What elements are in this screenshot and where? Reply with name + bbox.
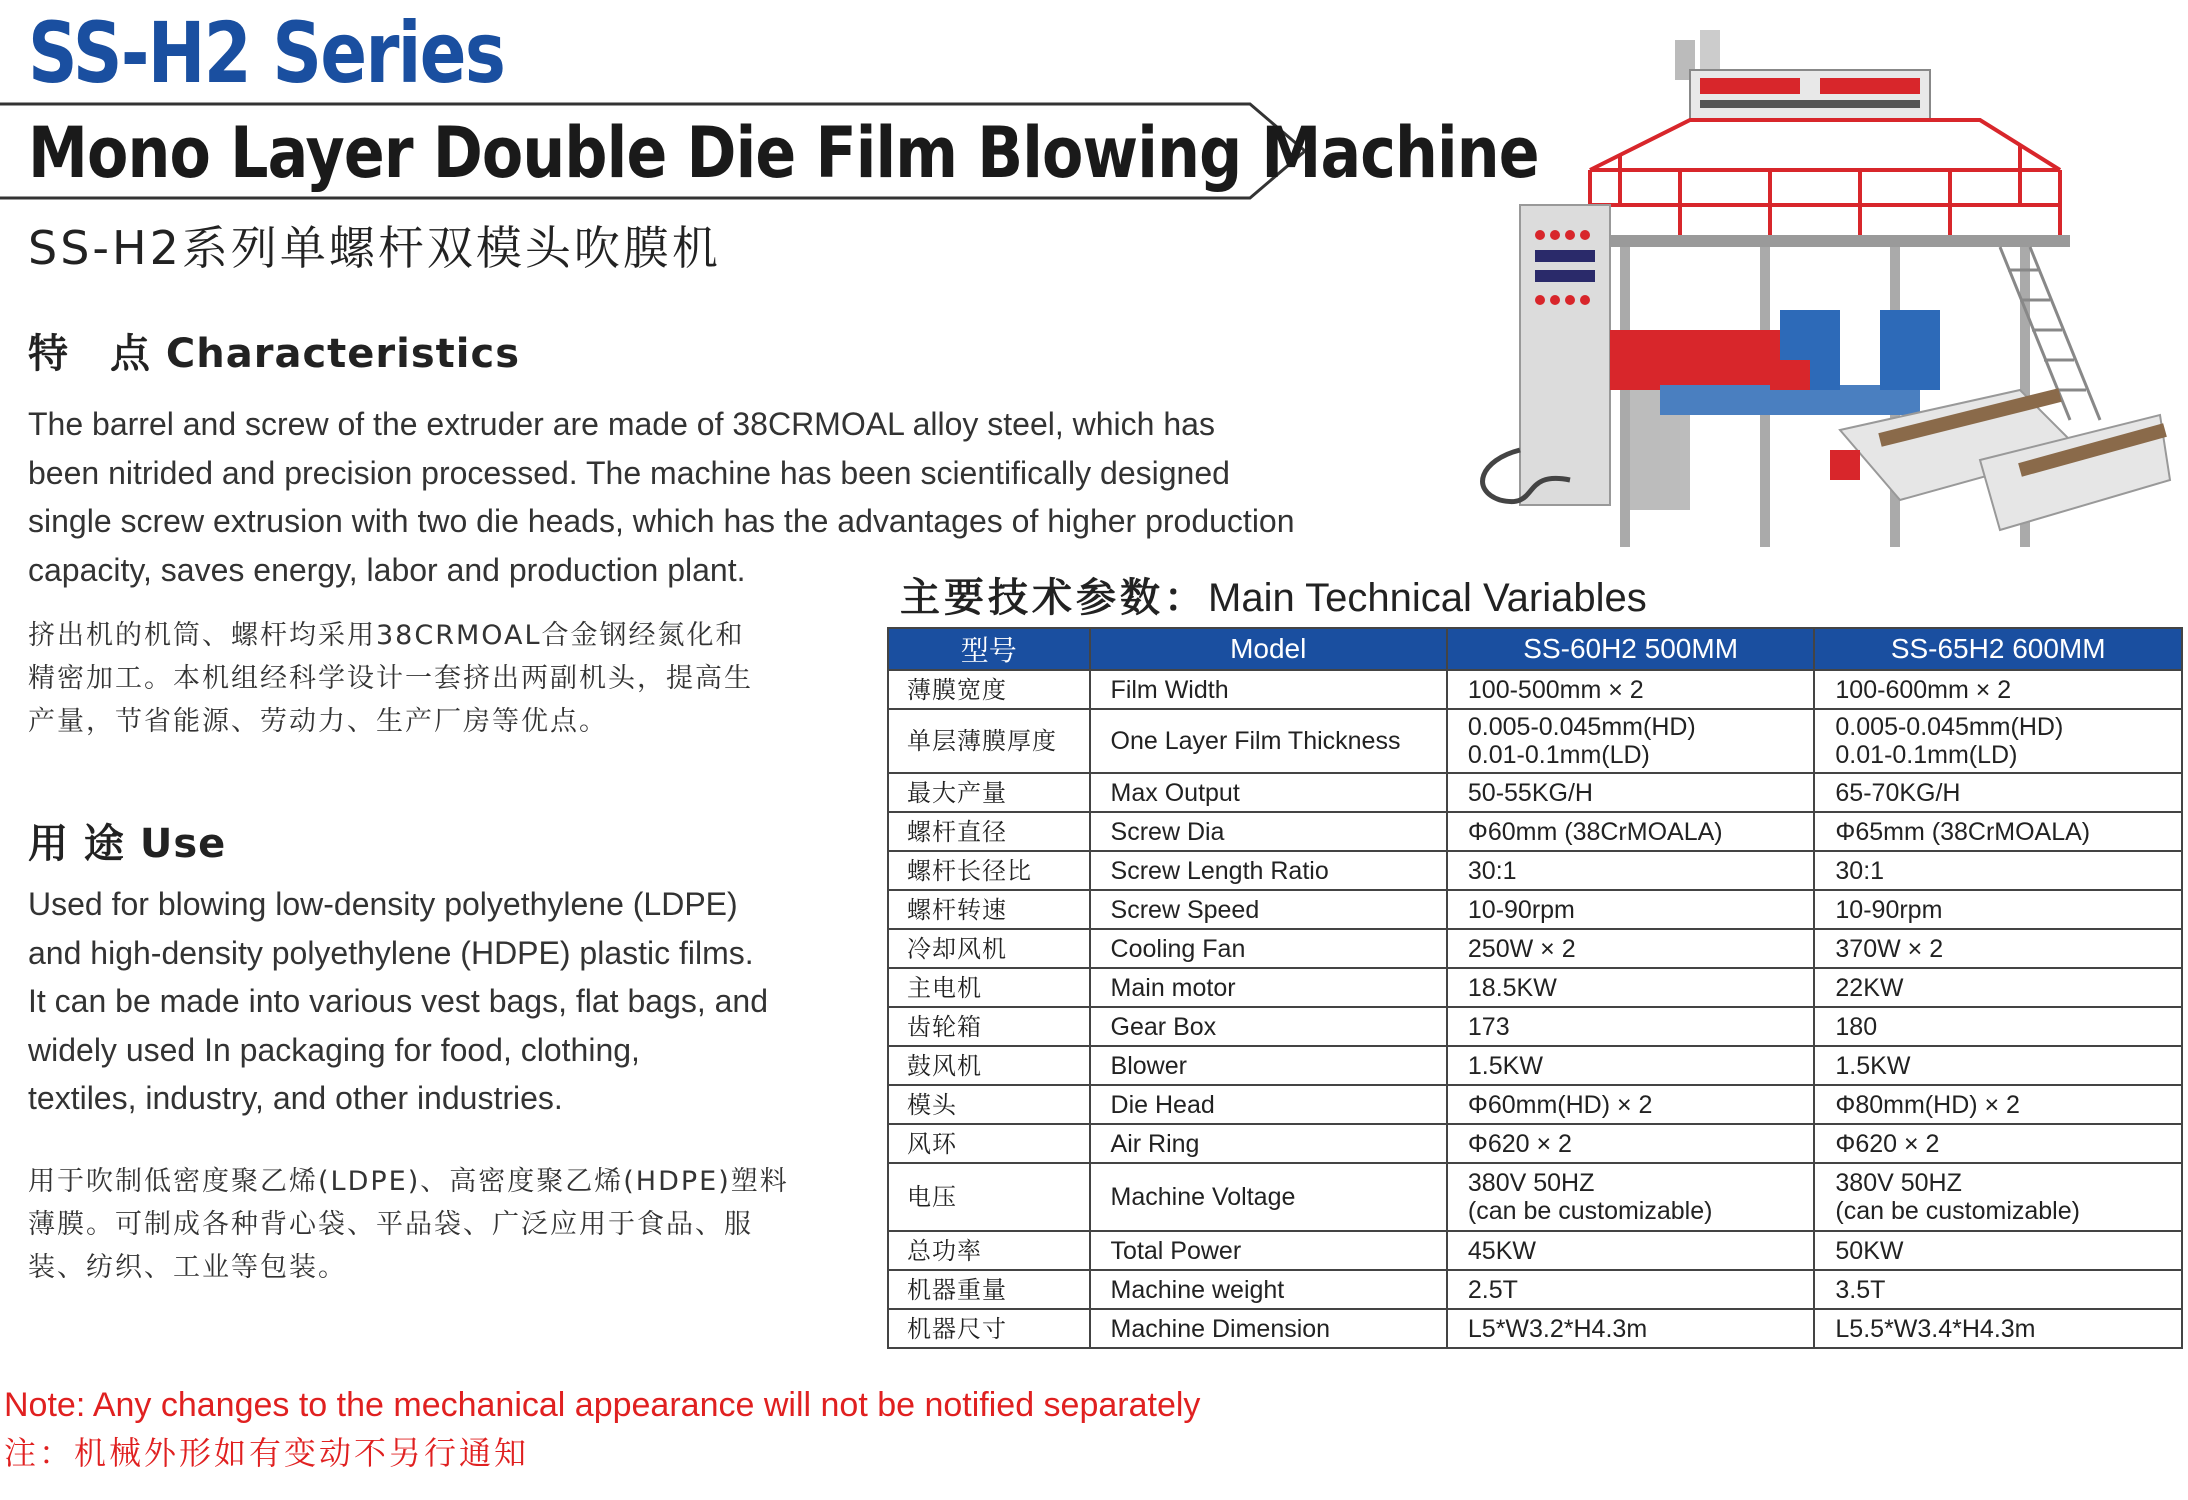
table-row: [888, 670, 2182, 709]
extruder-hopper: [1610, 330, 1790, 390]
haul-off-roller: [1700, 78, 1800, 94]
characteristics-text-en: [28, 400, 1295, 594]
param-name-en: One Layer Film Thickness: [1090, 709, 1447, 773]
value-ss65h2: [1814, 929, 2182, 968]
param-name-cn: 齿轮箱: [888, 1007, 1090, 1046]
table-row: [888, 929, 2182, 968]
param-name-cn: 机器重量: [888, 1270, 1090, 1309]
table-row: [888, 1046, 2182, 1085]
haul-off-roller: [1820, 78, 1920, 94]
value-line: 100-600mm × 2: [1835, 675, 2012, 704]
text-line: capacity, saves energy, labor and production plant.: [28, 551, 746, 588]
param-name-cn: 冷却风机: [888, 929, 1090, 968]
value-ss65h2: [1814, 773, 2182, 812]
characteristics-heading: 特 点 Characteristics: [28, 331, 521, 377]
platform-railing: [1590, 120, 2060, 240]
table-row: [888, 851, 2182, 890]
value-ss60h2: [1447, 1007, 1815, 1046]
value-line: Φ60mm (38CrMOALA): [1467, 817, 1723, 846]
param-name-en: Die Head: [1090, 1085, 1447, 1124]
param-name-cn: 鼓风机: [888, 1046, 1090, 1085]
value-line: Φ80mm(HD) × 2: [1835, 1090, 2020, 1119]
value-ss60h2: [1447, 851, 1815, 890]
text-line: It can be made into various vest bags, flat bags, and: [28, 983, 768, 1019]
use-heading: 用 途 Use: [28, 821, 227, 867]
table-row: [888, 773, 2182, 812]
nip-roller: [1700, 100, 1920, 108]
param-name-cn: 风环: [888, 1124, 1090, 1163]
value-line: 0.01-0.1mm(LD): [1467, 741, 1650, 769]
spec-table: [887, 627, 2183, 1349]
value-ss65h2: [1814, 1231, 2182, 1270]
text-line: single screw extrusion with two die heads, which has the advantages of higher production: [28, 503, 1295, 539]
value-ss65h2: [1814, 1046, 2182, 1085]
value-line: Φ65mm (38CrMOALA): [1835, 817, 2091, 846]
param-name-cn: 电压: [888, 1163, 1090, 1231]
value-line: 30:1: [1467, 856, 1517, 885]
param-name-cn: 最大产量: [888, 773, 1090, 812]
column-header: Model: [1090, 628, 1447, 670]
value-ss65h2: [1814, 1163, 2182, 1231]
value-line: 2.5T: [1467, 1275, 1518, 1304]
param-name-cn: 机器尺寸: [888, 1309, 1090, 1348]
params-heading-cn: 主要技术参数：: [900, 575, 1208, 621]
value-line: L5*W3.2*H4.3m: [1467, 1314, 1648, 1343]
die-head: [1880, 310, 1940, 390]
tower-top-post: [1700, 30, 1720, 70]
value-line: 65-70KG/H: [1835, 778, 1961, 807]
value-line: 173: [1467, 1012, 1510, 1041]
film-blowing-machine-illustration: [1460, 30, 2180, 590]
machine-name: Mono Layer Double Die Film Blowing Machine: [28, 112, 1539, 194]
value-ss65h2: [1814, 1270, 2182, 1309]
haul-off-unit: [1690, 70, 1930, 120]
value-line: 50-55KG/H: [1467, 778, 1593, 807]
value-line: 0.01-0.1mm(LD): [1835, 741, 2018, 769]
blower: [1770, 360, 1810, 390]
table-row: [888, 1007, 2182, 1046]
frame-column: [1620, 247, 1630, 547]
param-name-cn: 模头: [888, 1085, 1090, 1124]
value-ss60h2: [1447, 1124, 1815, 1163]
params-heading-en: Main Technical Variables: [1208, 576, 1647, 620]
text-line: 薄膜。可制成各种背心袋、平品袋、广泛应用于食品、服: [28, 1209, 753, 1240]
value-line: 3.5T: [1835, 1275, 1886, 1304]
spec-table-body: [888, 670, 2182, 1348]
text-line: 用于吹制低密度聚乙烯(LDPE)、高密度聚乙烯(HDPE)塑料: [28, 1166, 789, 1197]
text-line: been nitrided and precision processed. The machine has been scientifically designed: [28, 454, 1230, 491]
value-line: 100-500mm × 2: [1467, 675, 1644, 704]
param-name-en: Film Width: [1090, 670, 1447, 709]
text-line: widely used In packaging for food, clothing,: [28, 1031, 640, 1068]
series-title: SS-H2 Series: [28, 4, 505, 102]
value-line: 10-90rpm: [1467, 895, 1575, 924]
value-ss65h2: [1814, 709, 2182, 773]
value-ss60h2: [1447, 1085, 1815, 1124]
value-line: (can be customizable): [1467, 1197, 1713, 1225]
value-line: 45KW: [1467, 1236, 1536, 1265]
value-line: 180: [1835, 1012, 1878, 1041]
value-line: 50KW: [1835, 1236, 1904, 1265]
param-name-cn: 总功率: [888, 1231, 1090, 1270]
param-name-cn: 主电机: [888, 968, 1090, 1007]
param-name-cn: 螺杆转速: [888, 890, 1090, 929]
param-name-en: Screw Speed: [1090, 890, 1447, 929]
use-text-en: [28, 880, 768, 1123]
value-ss60h2: [1447, 773, 1815, 812]
characteristics-text-cn: [28, 614, 753, 743]
param-name-en: Air Ring: [1090, 1124, 1447, 1163]
value-ss65h2: [1814, 1309, 2182, 1348]
value-ss60h2: [1447, 1270, 1815, 1309]
param-name-en: Machine Dimension: [1090, 1309, 1447, 1348]
param-name-en: Gear Box: [1090, 1007, 1447, 1046]
value-ss60h2: [1447, 670, 1815, 709]
table-row: [888, 812, 2182, 851]
table-row: [888, 1231, 2182, 1270]
use-text-cn: [28, 1160, 789, 1289]
table-row: [888, 709, 2182, 773]
note-en: Note: Any changes to the mechanical appearance will not be notified separately: [4, 1386, 1201, 1424]
param-name-cn: 螺杆直径: [888, 812, 1090, 851]
text-line: 精密加工。本机组经科学设计一套挤出两副机头，提高生: [28, 663, 753, 694]
param-name-en: Total Power: [1090, 1231, 1447, 1270]
value-line: 22KW: [1835, 973, 1904, 1002]
value-line: Φ60mm(HD) × 2: [1467, 1090, 1653, 1119]
table-header-row: [888, 628, 2182, 670]
param-name-cn: 单层薄膜厚度: [888, 709, 1090, 773]
value-ss65h2: [1814, 670, 2182, 709]
value-ss65h2: [1814, 851, 2182, 890]
value-line: 380V 50HZ: [1467, 1169, 1595, 1197]
param-name-en: Main motor: [1090, 968, 1447, 1007]
value-ss65h2: [1814, 1085, 2182, 1124]
table-row: [888, 1124, 2182, 1163]
value-line: 18.5KW: [1467, 973, 1557, 1002]
value-ss65h2: [1814, 812, 2182, 851]
text-line: textiles, industry, and other industries.: [28, 1080, 563, 1116]
value-ss65h2: [1814, 1007, 2182, 1046]
table-row: [888, 1309, 2182, 1348]
value-ss60h2: [1447, 968, 1815, 1007]
value-ss60h2: [1447, 709, 1815, 773]
value-ss60h2: [1447, 1163, 1815, 1231]
value-line: 380V 50HZ: [1835, 1169, 1962, 1197]
table-row: [888, 1085, 2182, 1124]
value-line: Φ620 × 2: [1467, 1129, 1572, 1158]
table-row: [888, 1163, 2182, 1231]
value-ss60h2: [1447, 1309, 1815, 1348]
table-row: [888, 968, 2182, 1007]
text-line: The barrel and screw of the extruder are made of 38CRMOAL alloy steel, which has: [28, 406, 1215, 442]
text-line: and high-density polyethylene (HDPE) plastic films.: [28, 934, 754, 971]
value-line: 10-90rpm: [1835, 895, 1943, 924]
param-name-cn: 螺杆长径比: [888, 851, 1090, 890]
value-line: 250W × 2: [1467, 934, 1576, 963]
text-line: 产量，节省能源、劳动力、生产厂房等优点。: [28, 706, 608, 737]
value-line: 0.005-0.045mm(HD): [1467, 713, 1696, 741]
platform-deck: [1580, 235, 2070, 247]
param-name-en: Max Output: [1090, 773, 1447, 812]
table-row: [888, 890, 2182, 929]
param-name-en: Screw Dia: [1090, 812, 1447, 851]
value-ss60h2: [1447, 1046, 1815, 1085]
text-line: 挤出机的机筒、螺杆均采用38CRMOAL合金钢经氮化和: [28, 620, 745, 651]
param-name-en: Blower: [1090, 1046, 1447, 1085]
value-line: 0.005-0.045mm(HD): [1835, 713, 2064, 741]
value-ss65h2: [1814, 1124, 2182, 1163]
text-line: 装、纺织、工业等包装。: [28, 1252, 347, 1283]
param-name-en: Screw Length Ratio: [1090, 851, 1447, 890]
column-header: 型号: [888, 628, 1090, 670]
param-name-en: Machine Voltage: [1090, 1163, 1447, 1231]
param-name-en: Cooling Fan: [1090, 929, 1447, 968]
value-line: 30:1: [1835, 856, 1885, 885]
note-cn: 注：机械外形如有变动不另行通知: [4, 1434, 530, 1472]
value-ss60h2: [1447, 929, 1815, 968]
chinese-title: SS-H2系列单螺杆双模头吹膜机: [28, 221, 721, 275]
value-line: 1.5KW: [1467, 1051, 1543, 1080]
value-line: Φ620 × 2: [1835, 1129, 1940, 1158]
value-line: 1.5KW: [1835, 1051, 1911, 1080]
value-ss60h2: [1447, 890, 1815, 929]
column-header: SS-60H2 500MM: [1447, 628, 1815, 670]
param-name-cn: 薄膜宽度: [888, 670, 1090, 709]
value-line: L5.5*W3.4*H4.3m: [1835, 1314, 2036, 1343]
value-line: 370W × 2: [1835, 934, 1944, 963]
value-line: (can be customizable): [1835, 1197, 2080, 1225]
value-ss65h2: [1814, 968, 2182, 1007]
value-ss65h2: [1814, 890, 2182, 929]
table-row: [888, 1270, 2182, 1309]
value-ss60h2: [1447, 812, 1815, 851]
value-ss60h2: [1447, 1231, 1815, 1270]
param-name-en: Machine weight: [1090, 1270, 1447, 1309]
text-line: Used for blowing low-density polyethylene (LDPE): [28, 886, 738, 922]
column-header: SS-65H2 600MM: [1814, 628, 2182, 670]
